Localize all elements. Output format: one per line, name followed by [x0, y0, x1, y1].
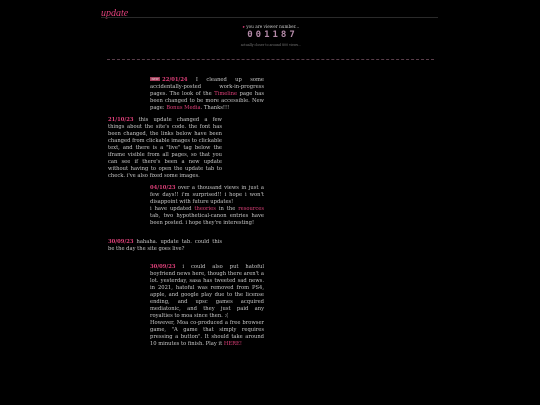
- entry-date: 04/10/23: [150, 185, 176, 191]
- update-entry: [108, 239, 222, 253]
- counter-digit: 1: [272, 30, 278, 40]
- counter-digits: [235, 31, 307, 40]
- entry-text: . Thanks!!!: [200, 105, 230, 111]
- play-here-link[interactable]: HERE!: [223, 341, 242, 347]
- counter-digit: 8: [280, 30, 287, 40]
- update-entry: [108, 117, 222, 180]
- entry-text: page has been changed to be more accessible. New page:: [150, 91, 264, 111]
- entry-text: tab, two hypothetical-canon entries have been posted. i hope they're interesting!: [150, 213, 264, 226]
- update-entry: [150, 185, 264, 227]
- update-entry: [150, 77, 264, 112]
- new-badge: new: [151, 77, 159, 81]
- counter-note: actually closer to around 800 views...: [240, 43, 302, 47]
- viewer-counter: [235, 24, 307, 47]
- entry-text: in the: [215, 206, 239, 212]
- entry-text: I cleaned up some accidentally-posted work-in-progress pages. The look of the: [150, 77, 264, 97]
- counter-digit: 0: [247, 30, 253, 40]
- counter-label: [235, 24, 307, 29]
- entry-text: i could also put hatoful boyfriend news here, though there aren't a lot. yesterday, sasa has tweeted sad news. in 2021, hatoful was removed from PS4, apple, and google play due to the license ending, and upsc games acquired mediatonic, and they just paid any royalties to moa since then. :(: [150, 264, 264, 319]
- timeline-link[interactable]: Timeline: [214, 91, 238, 97]
- theories-link[interactable]: theories: [194, 206, 216, 212]
- arrow-icon: ▸: [242, 24, 247, 29]
- entry-text: over a thousand views in just a few days!! i'm surprised!! i hope i won't disappoint with future updates!: [150, 185, 264, 205]
- entry-date: 30/09/23: [150, 264, 176, 270]
- counter-digit: 0: [255, 30, 262, 40]
- entry-date: 22/01/24: [162, 77, 188, 83]
- entry-text: hahaha. update tab. could this be the day the site goes live?: [108, 239, 222, 252]
- resources-link[interactable]: resources: [238, 206, 264, 212]
- bonus-media-link[interactable]: Bonus Media: [166, 105, 201, 111]
- entry-text: i have updated: [150, 206, 195, 212]
- dashed-divider: [107, 59, 434, 60]
- entry-date: 30/09/23: [108, 239, 134, 245]
- counter-label-text: you are viewer number...: [246, 24, 300, 29]
- entry-text: this update changed a few things about the site's code. the font has been changed, the links below have been changed from clickable images to clickable text, and there is a "live" tag below the iframe visible from all pages, so that you can see if there's been a new update without having to open the update tab to check. i've also fixed some images.: [108, 117, 222, 179]
- entry-date: 21/10/23: [108, 117, 134, 123]
- counter-digit: 7: [289, 30, 295, 40]
- update-entry: [150, 264, 264, 348]
- entry-text: However, Moa co-produced a free browser game, "A game that simply requires pressing a button". It should take around 10 minutes to finish. Play it: [150, 320, 264, 347]
- page-title: update: [101, 8, 129, 19]
- title-divider: [101, 17, 438, 18]
- counter-digit: 1: [264, 30, 270, 40]
